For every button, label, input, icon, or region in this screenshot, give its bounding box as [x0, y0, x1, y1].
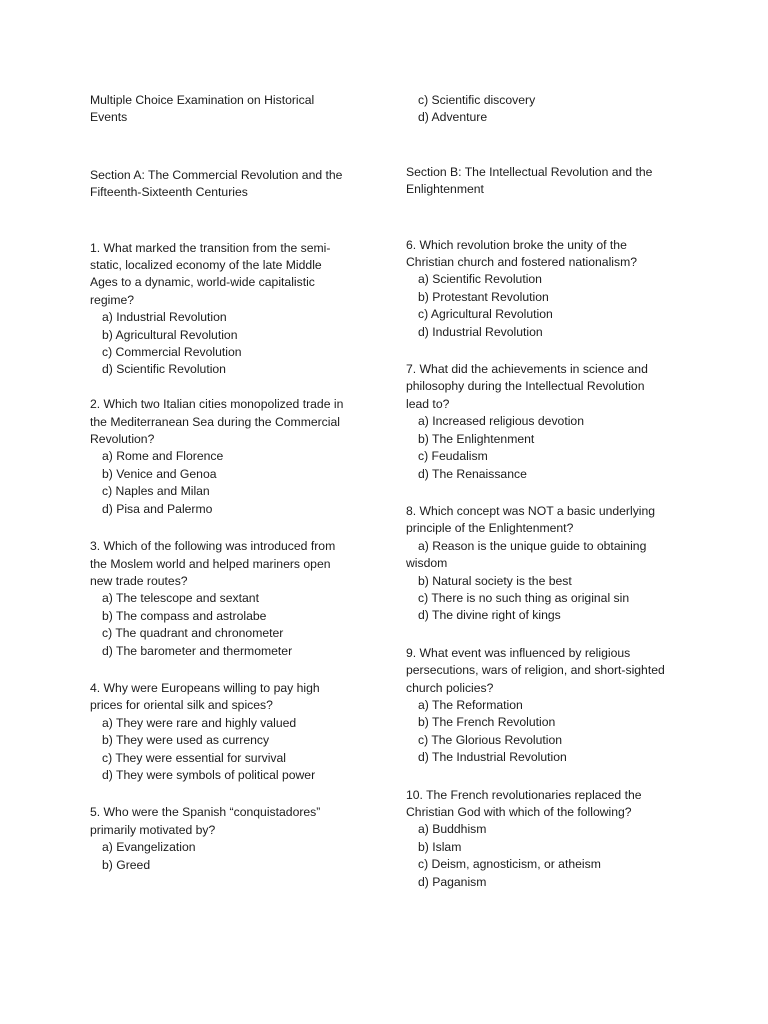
question-stem-line: 5. Who were the Spanish “conquistadores” — [90, 805, 321, 820]
question-7 — [406, 361, 678, 483]
answer-option: c) The quadrant and chronometer — [102, 626, 284, 641]
answer-option: d) They were symbols of political power — [102, 767, 316, 782]
question-stem-line: Ages to a dynamic, world-wide capitalistic — [90, 275, 315, 290]
question-stem-line: primarily motivated by? — [90, 822, 216, 837]
answer-option: b) The compass and astrolabe — [102, 608, 267, 623]
answer-option: c) Agricultural Revolution — [418, 307, 553, 322]
question-stem-line: Christian God with which of the following? — [406, 805, 632, 819]
question-5-continued — [406, 92, 678, 127]
answer-option: c) Naples and Milan — [102, 484, 210, 499]
answer-option: d) Industrial Revolution — [418, 324, 543, 339]
answer-option: d) The Industrial Revolution — [418, 750, 567, 765]
question-stem-line: 9. What event was influenced by religious — [406, 645, 631, 660]
answer-option: a) Rome and Florence — [102, 449, 224, 464]
answer-option: b) Venice and Genoa — [102, 466, 217, 481]
answer-option: c) Commercial Revolution — [102, 345, 242, 360]
question-9 — [406, 645, 678, 767]
section-b-heading — [406, 164, 678, 199]
answer-option: a) Buddhism — [418, 822, 487, 837]
answer-option: d) Scientific Revolution — [102, 362, 226, 377]
answer-option: a) The telescope and sextant — [102, 591, 259, 606]
question-10 — [406, 787, 678, 891]
answer-option: b) Greed — [102, 857, 151, 872]
question-stem-line: static, localized economy of the late Middle — [90, 258, 322, 273]
answer-option: b) The Enlightenment — [418, 431, 535, 446]
answer-option: b) They were used as currency — [102, 733, 270, 748]
answer-option: d) The barometer and thermometer — [102, 643, 293, 658]
section-heading-line: Section A: The Commercial Revolution and the — [90, 167, 343, 182]
question-stem-line: the Mediterranean Sea during the Commercial — [90, 414, 340, 429]
answer-option: d) Pisa and Palermo — [102, 501, 213, 516]
question-stem-line: Revolution? — [90, 432, 155, 447]
answer-option: c) Deism, agnosticism, or atheism — [418, 857, 601, 872]
question-stem-line: 10. The French revolutionaries replaced the — [406, 787, 642, 802]
answer-option: a) The Reformation — [418, 697, 523, 712]
question-stem-line: Christian church and fostered nationalism? — [406, 255, 638, 270]
answer-option: d) The Renaissance — [418, 466, 527, 481]
question-stem-line: 1. What marked the transition from the semi- — [90, 240, 331, 255]
answer-option: b) Natural society is the best — [418, 573, 572, 588]
question-stem-line: 4. Why were Europeans willing to pay high — [90, 680, 320, 695]
answer-option: c) They were essential for survival — [102, 750, 287, 765]
question-6 — [406, 237, 678, 341]
answer-option: c) The Glorious Revolution — [418, 732, 563, 747]
section-a-heading — [90, 167, 362, 202]
answer-option: c) Scientific discovery — [418, 93, 536, 107]
question-stem-line: 8. Which concept was NOT a basic underlying — [406, 503, 656, 518]
answer-option: a) Increased religious devotion — [418, 414, 584, 429]
title-line: Multiple Choice Examination on Historical — [90, 93, 315, 107]
answer-option: b) Agricultural Revolution — [102, 327, 238, 342]
question-stem-line: prices for oriental silk and spices? — [90, 698, 273, 713]
question-8 — [406, 503, 678, 625]
answer-option: b) Islam — [418, 839, 462, 854]
answer-option: a) Reason is the unique guide to obtaining — [418, 538, 647, 553]
question-stem-line: church policies? — [406, 680, 494, 695]
question-3 — [90, 538, 362, 660]
answer-option: a) They were rare and highly valued — [102, 715, 297, 730]
question-5 — [90, 804, 362, 874]
answer-option: a) Scientific Revolution — [418, 272, 542, 287]
left-column — [90, 92, 362, 874]
question-stem-line: persecutions, wars of religion, and short-sighted — [406, 663, 665, 678]
right-column — [406, 92, 678, 891]
question-stem-line: 7. What did the achievements in science and — [406, 362, 648, 377]
answer-option: d) The divine right of kings — [418, 608, 561, 623]
question-4 — [90, 680, 362, 784]
answer-option: c) There is no such thing as original sin — [418, 590, 630, 605]
answer-option-wrap: wisdom — [406, 556, 448, 571]
answer-option: d) Adventure — [418, 110, 488, 125]
question-stem-line: principle of the Enlightenment? — [406, 521, 574, 536]
question-stem-line: the Moslem world and helped mariners open — [90, 556, 331, 571]
answer-option: b) Protestant Revolution — [418, 289, 549, 304]
answer-option: b) The French Revolution — [418, 715, 556, 730]
title-line: Events — [90, 110, 128, 125]
answer-option: a) Evangelization — [102, 840, 196, 855]
question-stem-line: 6. Which revolution broke the unity of the — [406, 237, 627, 252]
question-stem-line: 2. Which two Italian cities monopolized trade in — [90, 397, 344, 412]
question-stem-line: philosophy during the Intellectual Revolution — [406, 379, 645, 394]
answer-option: a) Industrial Revolution — [102, 310, 227, 325]
question-2 — [90, 396, 362, 518]
question-stem-line: regime? — [90, 292, 135, 307]
section-heading-line: Section B: The Intellectual Revolution and the — [406, 164, 653, 179]
question-stem-line: new trade routes? — [90, 573, 188, 588]
answer-option: d) Paganism — [418, 874, 487, 889]
question-1 — [90, 240, 362, 379]
section-heading-line: Enlightenment — [406, 182, 484, 197]
answer-option: c) Feudalism — [418, 449, 488, 464]
section-heading-line: Fifteenth-Sixteenth Centuries — [90, 185, 248, 200]
question-stem-line: 3. Which of the following was introduced from — [90, 539, 336, 554]
question-stem-line: lead to? — [406, 396, 450, 411]
exam-title — [90, 92, 362, 127]
